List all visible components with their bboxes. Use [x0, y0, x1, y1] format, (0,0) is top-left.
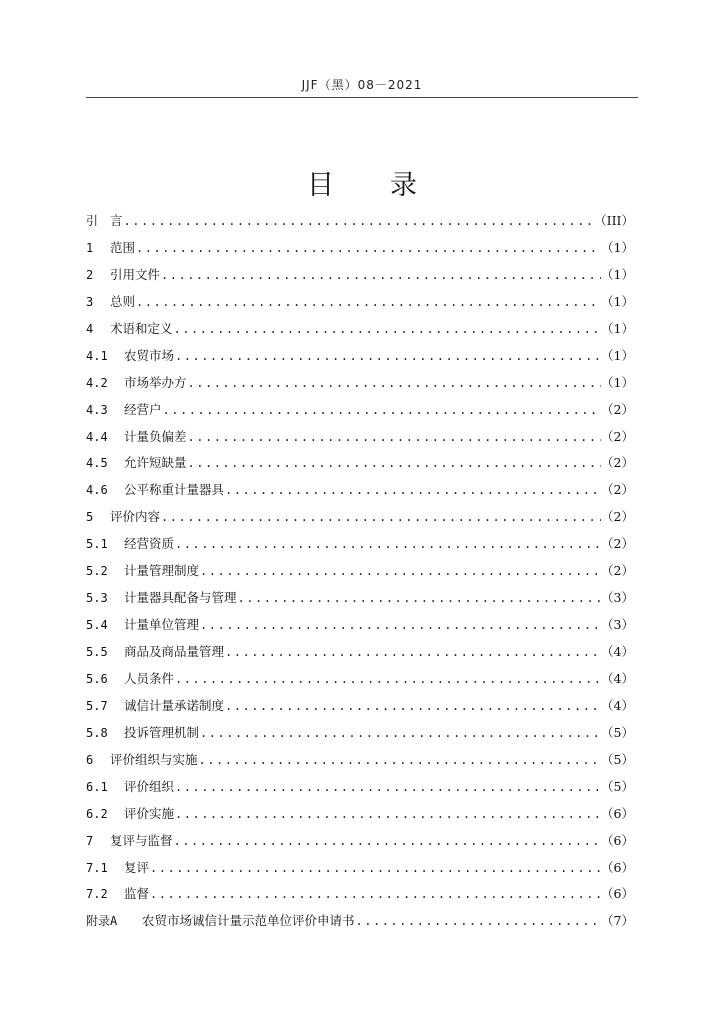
toc-entry-title: 复评与监督: [110, 832, 173, 848]
toc-entry-title: 公平称重计量器具: [124, 482, 225, 498]
toc-dot-leader: [199, 618, 601, 632]
toc-dot-leader: [173, 322, 602, 336]
toc-dot-leader: [174, 780, 601, 794]
toc-entry-page: （1）: [601, 374, 634, 390]
toc-dot-leader: [199, 564, 601, 578]
toc-entry-number: 4.5: [86, 456, 108, 471]
toc-entry-number: 5.8: [86, 725, 108, 740]
toc-entry-number: 5.7: [86, 698, 108, 713]
page-title: 目录: [307, 170, 473, 201]
toc-entry-number: 5.2: [86, 564, 108, 579]
toc-entry-page: （7）: [601, 913, 634, 929]
toc-entry-page: （5）: [601, 724, 634, 740]
toc-entry-page: （2）: [601, 428, 634, 444]
toc-entry-number: 2: [86, 267, 94, 282]
toc-dot-leader: [162, 403, 602, 417]
toc-dot-leader: [135, 241, 601, 255]
toc-entry-page: （6）: [601, 859, 634, 875]
toc-dot-leader: [160, 268, 601, 282]
toc-dot-leader: [174, 672, 601, 686]
toc-entry-page: （5）: [601, 751, 634, 767]
toc-entry-number: 6.2: [86, 806, 108, 821]
toc-entry: [86, 777, 634, 804]
toc-entry-title: 市场举办方: [124, 374, 187, 390]
toc-entry: [86, 453, 634, 480]
toc-entry-page: （3）: [601, 617, 634, 633]
toc-entry-title: 评价组织与实施: [110, 751, 198, 767]
toc-entry-title: 农贸市场诚信计量示范单位评价申请书: [142, 913, 355, 929]
toc-entry-page: （2）: [601, 536, 634, 552]
toc-entry-title: 言: [110, 213, 123, 228]
toc-entry-page: （2）: [601, 455, 634, 471]
toc-dot-leader: [199, 726, 601, 740]
toc-entry-title: 计量管理制度: [124, 563, 200, 579]
toc-dot-leader: [224, 699, 601, 713]
toc-entry-number: 附录A: [86, 914, 118, 929]
toc-entry: [86, 831, 634, 858]
toc-entry: [86, 723, 634, 750]
toc-dot-leader: [174, 807, 601, 821]
toc-entry: [86, 373, 634, 400]
toc-entry-page: （1）: [601, 266, 634, 282]
toc-entry-title: 评价内容: [110, 509, 161, 525]
toc-entry-number: 7: [86, 833, 94, 848]
toc-dot-leader: [160, 510, 601, 524]
toc-entry: [86, 750, 634, 777]
toc-entry-title: 经营资质: [124, 536, 175, 552]
toc-entry: [86, 507, 634, 534]
toc-entry-number: 5.1: [86, 537, 108, 552]
toc-entry: [86, 669, 634, 696]
toc-dot-leader: [135, 295, 601, 309]
toc-entry: [86, 265, 634, 292]
toc-entry: [86, 211, 634, 238]
toc-entry-number: 6: [86, 752, 94, 767]
toc-entry: [86, 480, 634, 507]
toc-entry-page: （1）: [601, 320, 634, 336]
toc-dot-leader: [187, 456, 602, 470]
toc-entry-page: （2）: [601, 509, 634, 525]
toc-entry-number: 7.2: [86, 887, 108, 902]
header-rule: [86, 97, 638, 98]
toc-entry-page: （1）: [601, 347, 634, 363]
toc-entry-number: 7.1: [86, 860, 108, 875]
toc-dot-leader: [174, 537, 601, 551]
toc-entry-number: 4.6: [86, 483, 108, 498]
table-of-contents: [86, 211, 634, 938]
toc-entry-number: 4.3: [86, 402, 108, 417]
toc-entry-title: 诚信计量承诺制度: [124, 697, 225, 713]
toc-entry-title: 允许短缺量: [124, 455, 187, 471]
toc-entry-number: 4: [86, 321, 94, 336]
toc-entry-page: （III）: [594, 213, 634, 228]
running-header: JJF（黑）08－2021: [301, 78, 423, 92]
toc-entry: [86, 884, 634, 911]
toc-dot-leader: [224, 483, 601, 497]
toc-entry: [86, 588, 634, 615]
toc-entry-title: 投诉管理机制: [124, 724, 200, 740]
toc-dot-leader: [123, 214, 595, 228]
toc-entry-page: （1）: [601, 293, 634, 309]
toc-dot-leader: [187, 376, 602, 390]
toc-entry-title: 评价组织: [124, 778, 175, 794]
toc-entry: [86, 400, 634, 427]
toc-entry: [86, 615, 634, 642]
toc-entry-number: 5.4: [86, 618, 108, 633]
toc-entry-title: 总则: [110, 293, 136, 309]
toc-entry-page: （4）: [601, 670, 634, 686]
toc-entry-title: 术语和定义: [110, 320, 173, 336]
toc-entry: [86, 238, 634, 265]
toc-entry: [86, 858, 634, 885]
toc-entry-number: 6.1: [86, 779, 108, 794]
toc-entry-title: 范围: [110, 239, 136, 255]
toc-entry-page: （4）: [601, 697, 634, 713]
toc-entry-title: 计量单位管理: [124, 617, 200, 633]
toc-entry: [86, 319, 634, 346]
toc-entry-page: （2）: [601, 482, 634, 498]
toc-entry-number: 5.5: [86, 645, 108, 659]
toc-entry-page: （1）: [601, 239, 634, 255]
toc-entry-page: （6）: [601, 886, 634, 902]
toc-entry-title: 经营户: [124, 401, 162, 417]
toc-dot-leader: [355, 914, 602, 928]
toc-entry-page: （6）: [601, 832, 634, 848]
toc-entry-title: 复评: [124, 859, 150, 875]
toc-entry-title: 农贸市场: [124, 347, 175, 363]
toc-entry-title: 监督: [124, 886, 150, 902]
toc-entry-page: （2）: [601, 401, 634, 417]
toc-entry-title: 商品及商品量管理: [124, 644, 225, 659]
toc-dot-leader: [149, 861, 601, 875]
toc-entry-number: 1: [86, 240, 94, 255]
toc-entry: [86, 292, 634, 319]
toc-entry-number: 4.2: [86, 375, 108, 390]
toc-entry-title: 引用文件: [110, 266, 161, 282]
toc-dot-leader: [224, 645, 601, 659]
toc-entry-title: 计量负偏差: [124, 428, 187, 444]
toc-entry-page: （6）: [601, 805, 634, 821]
toc-entry: [86, 561, 634, 588]
toc-entry: [86, 696, 634, 723]
toc-entry: [86, 534, 634, 561]
toc-dot-leader: [173, 834, 602, 848]
toc-entry-page: （5）: [601, 778, 634, 794]
toc-entry-number: 5: [86, 510, 94, 525]
toc-entry-title: 人员条件: [124, 670, 175, 686]
toc-entry-number: 5.6: [86, 671, 108, 686]
toc-entry-number: 3: [86, 294, 94, 309]
toc-dot-leader: [187, 430, 602, 444]
toc-entry: [86, 911, 634, 938]
toc-entry: [86, 427, 634, 454]
toc-entry-number: 5.3: [86, 591, 108, 606]
toc-entry-number: 引: [86, 214, 99, 228]
toc-entry-title: 评价实施: [124, 805, 175, 821]
toc-entry-number: 4.4: [86, 429, 108, 444]
toc-dot-leader: [198, 753, 602, 767]
toc-dot-leader: [237, 591, 602, 605]
toc-entry: [86, 346, 634, 373]
toc-entry-number: 4.1: [86, 348, 108, 363]
toc-entry-page: （3）: [601, 590, 634, 606]
toc-dot-leader: [174, 349, 601, 363]
toc-entry: [86, 804, 634, 831]
toc-entry-page: （4）: [601, 644, 634, 659]
toc-entry: [86, 642, 634, 669]
toc-entry-page: （2）: [601, 563, 634, 579]
toc-dot-leader: [149, 887, 601, 901]
toc-entry-title: 计量器具配备与管理: [124, 590, 237, 606]
